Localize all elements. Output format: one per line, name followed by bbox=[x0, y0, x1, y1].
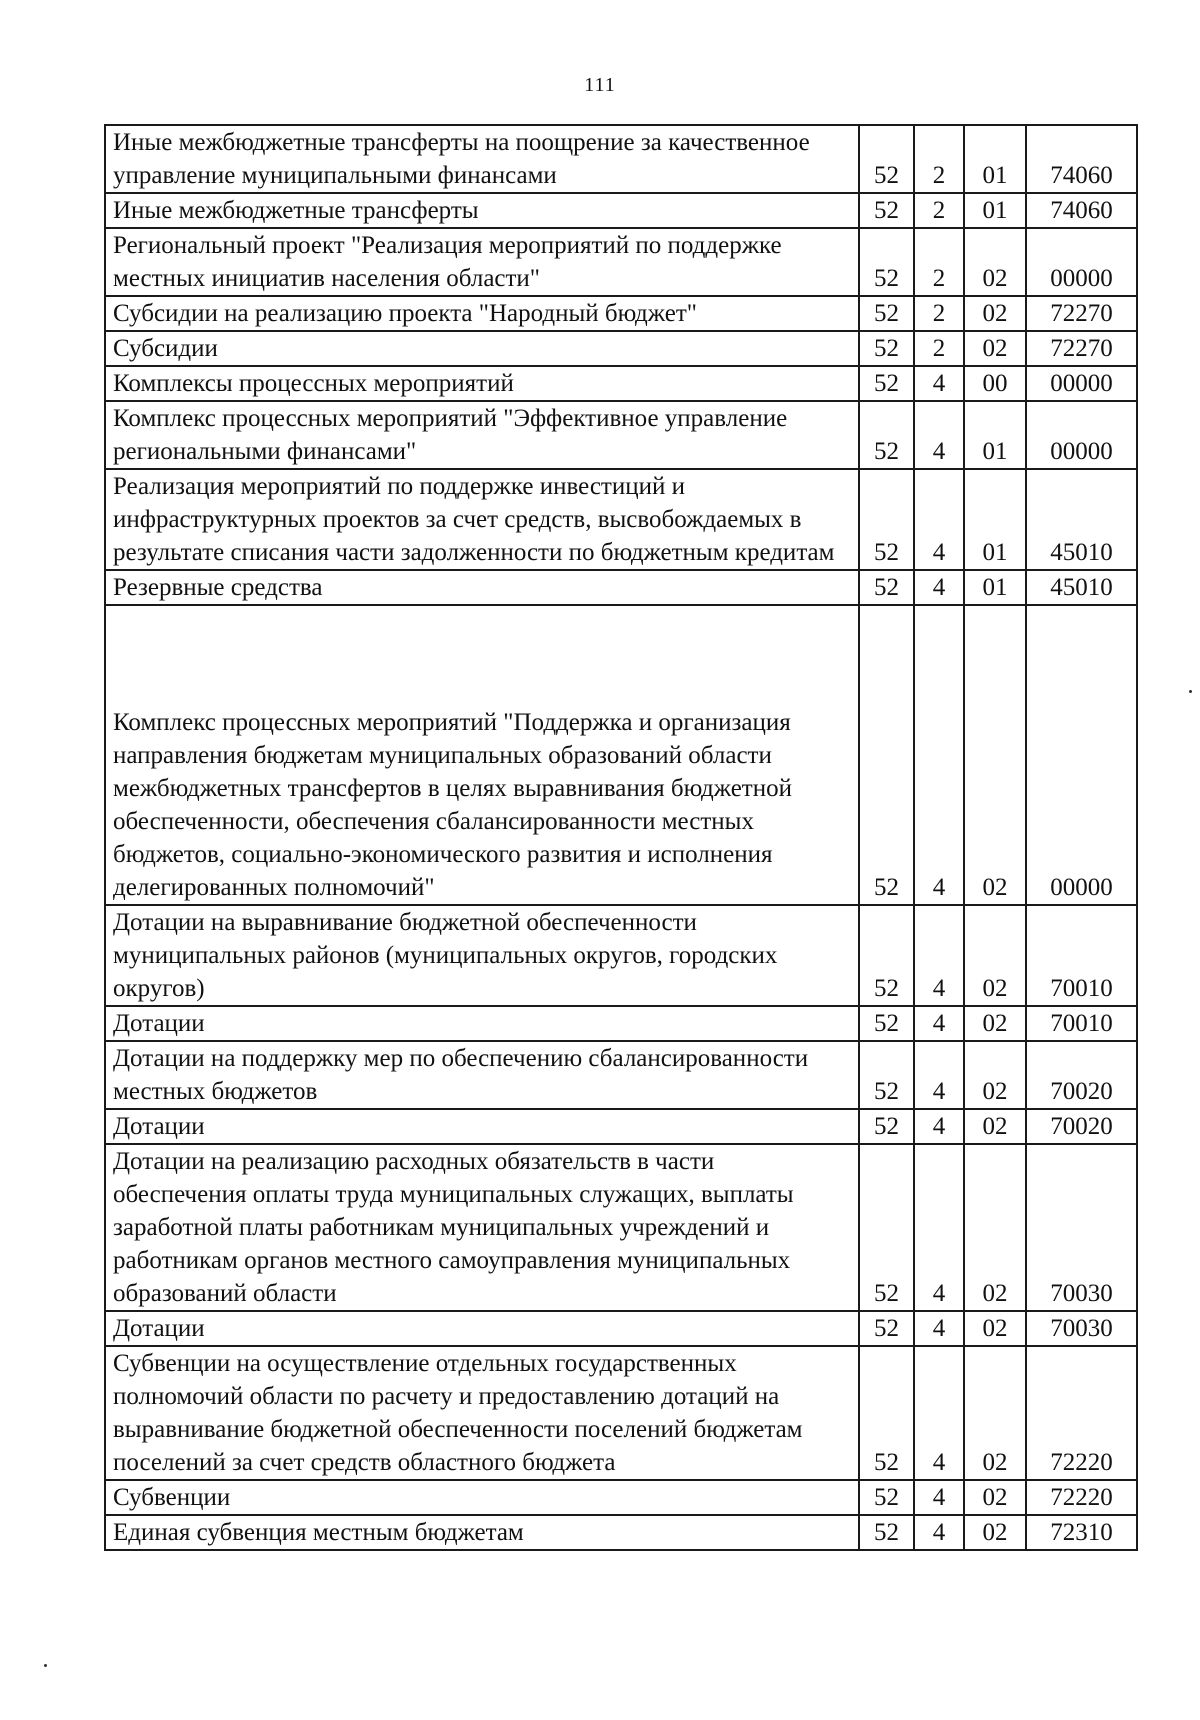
code-4: 45010 bbox=[1026, 469, 1137, 570]
code-1: 52 bbox=[859, 1515, 914, 1550]
code-2: 4 bbox=[914, 905, 964, 1006]
code-4: 70010 bbox=[1026, 1006, 1137, 1041]
table-row bbox=[105, 1515, 1137, 1550]
code-1: 52 bbox=[859, 366, 914, 401]
code-4: 45010 bbox=[1026, 570, 1137, 605]
table-row bbox=[105, 1480, 1137, 1515]
budget-table bbox=[104, 124, 1138, 1551]
row-name: Иные межбюджетные трансферты bbox=[105, 193, 859, 228]
code-2: 2 bbox=[914, 125, 964, 193]
code-1: 52 bbox=[859, 331, 914, 366]
code-4: 70020 bbox=[1026, 1041, 1137, 1109]
row-name: Резервные средства bbox=[105, 570, 859, 605]
scan-speck bbox=[44, 1664, 47, 1667]
row-name: Дотации на реализацию расходных обязательств в части обеспечения оплаты труда муниципальных служащих, выплаты заработной платы работникам муниципальных учреждений и работникам органов местного самоуправления муниципальных образований области bbox=[105, 1144, 859, 1311]
code-3: 01 bbox=[964, 570, 1026, 605]
code-1: 52 bbox=[859, 401, 914, 469]
code-3: 02 bbox=[964, 1311, 1026, 1346]
code-3: 02 bbox=[964, 1515, 1026, 1550]
code-4: 00000 bbox=[1026, 605, 1137, 905]
code-3: 01 bbox=[964, 469, 1026, 570]
row-name: Субвенции на осуществление отдельных государственных полномочий области по расчету и предоставлению дотаций на выравнивание бюджетной обеспеченности поселений бюджетам поселений за счет средств областного бюджета bbox=[105, 1346, 859, 1480]
row-name: Иные межбюджетные трансферты на поощрение за качественное управление муниципальными финансами bbox=[105, 125, 859, 193]
code-2: 4 bbox=[914, 1041, 964, 1109]
code-3: 02 bbox=[964, 1480, 1026, 1515]
code-3: 02 bbox=[964, 1109, 1026, 1144]
row-name: Дотации bbox=[105, 1311, 859, 1346]
table-row bbox=[105, 1311, 1137, 1346]
code-4: 72310 bbox=[1026, 1515, 1137, 1550]
row-name: Субсидии bbox=[105, 331, 859, 366]
code-1: 52 bbox=[859, 1006, 914, 1041]
page-number: 111 bbox=[584, 74, 616, 96]
code-4: 72270 bbox=[1026, 296, 1137, 331]
row-name: Комплекс процессных мероприятий "Поддержка и организация направления бюджетам муниципальных образований области межбюджетных трансфертов в целях выравнивания бюджетной обеспеченности, обеспечения сбалансированности местных бюджетов, социально-экономического развития и исполнения делегированных полномочий" bbox=[105, 605, 859, 905]
code-2: 4 bbox=[914, 570, 964, 605]
row-name: Дотации на поддержку мер по обеспечению сбалансированности местных бюджетов bbox=[105, 1041, 859, 1109]
scan-speck bbox=[1189, 690, 1192, 693]
code-4: 70010 bbox=[1026, 905, 1137, 1006]
table-row bbox=[105, 1109, 1137, 1144]
table-row bbox=[105, 1144, 1137, 1311]
code-3: 02 bbox=[964, 228, 1026, 296]
code-3: 01 bbox=[964, 401, 1026, 469]
code-2: 4 bbox=[914, 1006, 964, 1041]
code-4: 70030 bbox=[1026, 1144, 1137, 1311]
code-4: 70030 bbox=[1026, 1311, 1137, 1346]
table-row bbox=[105, 366, 1137, 401]
code-1: 52 bbox=[859, 905, 914, 1006]
code-4: 72220 bbox=[1026, 1480, 1137, 1515]
code-2: 4 bbox=[914, 366, 964, 401]
code-4: 00000 bbox=[1026, 366, 1137, 401]
code-3: 02 bbox=[964, 331, 1026, 366]
code-2: 2 bbox=[914, 331, 964, 366]
table-row bbox=[105, 1041, 1137, 1109]
code-2: 4 bbox=[914, 1311, 964, 1346]
table-row bbox=[105, 469, 1137, 570]
code-1: 52 bbox=[859, 1311, 914, 1346]
row-name: Единая субвенция местным бюджетам bbox=[105, 1515, 859, 1550]
code-4: 72270 bbox=[1026, 331, 1137, 366]
row-name: Дотации bbox=[105, 1109, 859, 1144]
code-3: 02 bbox=[964, 905, 1026, 1006]
code-1: 52 bbox=[859, 296, 914, 331]
code-4: 00000 bbox=[1026, 228, 1137, 296]
code-2: 4 bbox=[914, 1480, 964, 1515]
code-2: 2 bbox=[914, 193, 964, 228]
code-4: 72220 bbox=[1026, 1346, 1137, 1480]
table-row bbox=[105, 1006, 1137, 1041]
row-name: Дотации bbox=[105, 1006, 859, 1041]
table-row bbox=[105, 605, 1137, 905]
code-3: 01 bbox=[964, 193, 1026, 228]
code-2: 2 bbox=[914, 296, 964, 331]
row-name: Дотации на выравнивание бюджетной обеспеченности муниципальных районов (муниципальных округов, городских округов) bbox=[105, 905, 859, 1006]
code-1: 52 bbox=[859, 1041, 914, 1109]
code-3: 02 bbox=[964, 1346, 1026, 1480]
code-1: 52 bbox=[859, 1109, 914, 1144]
code-1: 52 bbox=[859, 605, 914, 905]
table-row bbox=[105, 570, 1137, 605]
code-3: 01 bbox=[964, 125, 1026, 193]
code-2: 4 bbox=[914, 1515, 964, 1550]
code-1: 52 bbox=[859, 125, 914, 193]
code-3: 02 bbox=[964, 1144, 1026, 1311]
code-1: 52 bbox=[859, 1144, 914, 1311]
row-name: Комплекс процессных мероприятий "Эффективное управление региональными финансами" bbox=[105, 401, 859, 469]
code-4: 74060 bbox=[1026, 125, 1137, 193]
code-1: 52 bbox=[859, 469, 914, 570]
table-row bbox=[105, 1346, 1137, 1480]
code-4: 70020 bbox=[1026, 1109, 1137, 1144]
code-2: 4 bbox=[914, 1144, 964, 1311]
code-4: 00000 bbox=[1026, 401, 1137, 469]
code-3: 00 bbox=[964, 366, 1026, 401]
table-row bbox=[105, 125, 1137, 193]
code-2: 4 bbox=[914, 1346, 964, 1480]
table-row bbox=[105, 193, 1137, 228]
code-3: 02 bbox=[964, 296, 1026, 331]
code-1: 52 bbox=[859, 570, 914, 605]
code-2: 2 bbox=[914, 228, 964, 296]
code-3: 02 bbox=[964, 1006, 1026, 1041]
code-2: 4 bbox=[914, 401, 964, 469]
table-row bbox=[105, 401, 1137, 469]
table-row bbox=[105, 905, 1137, 1006]
table-row bbox=[105, 296, 1137, 331]
code-3: 02 bbox=[964, 605, 1026, 905]
code-1: 52 bbox=[859, 193, 914, 228]
row-name: Комплексы процессных мероприятий bbox=[105, 366, 859, 401]
table-row bbox=[105, 228, 1137, 296]
row-name: Реализация мероприятий по поддержке инвестиций и инфраструктурных проектов за счет средств, высвобождаемых в результате списания части задолженности по бюджетным кредитам bbox=[105, 469, 859, 570]
code-1: 52 bbox=[859, 228, 914, 296]
code-2: 4 bbox=[914, 1109, 964, 1144]
row-name: Региональный проект "Реализация мероприятий по поддержке местных инициатив населения области" bbox=[105, 228, 859, 296]
row-name: Субсидии на реализацию проекта "Народный бюджет" bbox=[105, 296, 859, 331]
code-2: 4 bbox=[914, 605, 964, 905]
code-1: 52 bbox=[859, 1480, 914, 1515]
code-1: 52 bbox=[859, 1346, 914, 1480]
code-4: 74060 bbox=[1026, 193, 1137, 228]
table-row bbox=[105, 331, 1137, 366]
code-2: 4 bbox=[914, 469, 964, 570]
code-3: 02 bbox=[964, 1041, 1026, 1109]
row-name: Субвенции bbox=[105, 1480, 859, 1515]
